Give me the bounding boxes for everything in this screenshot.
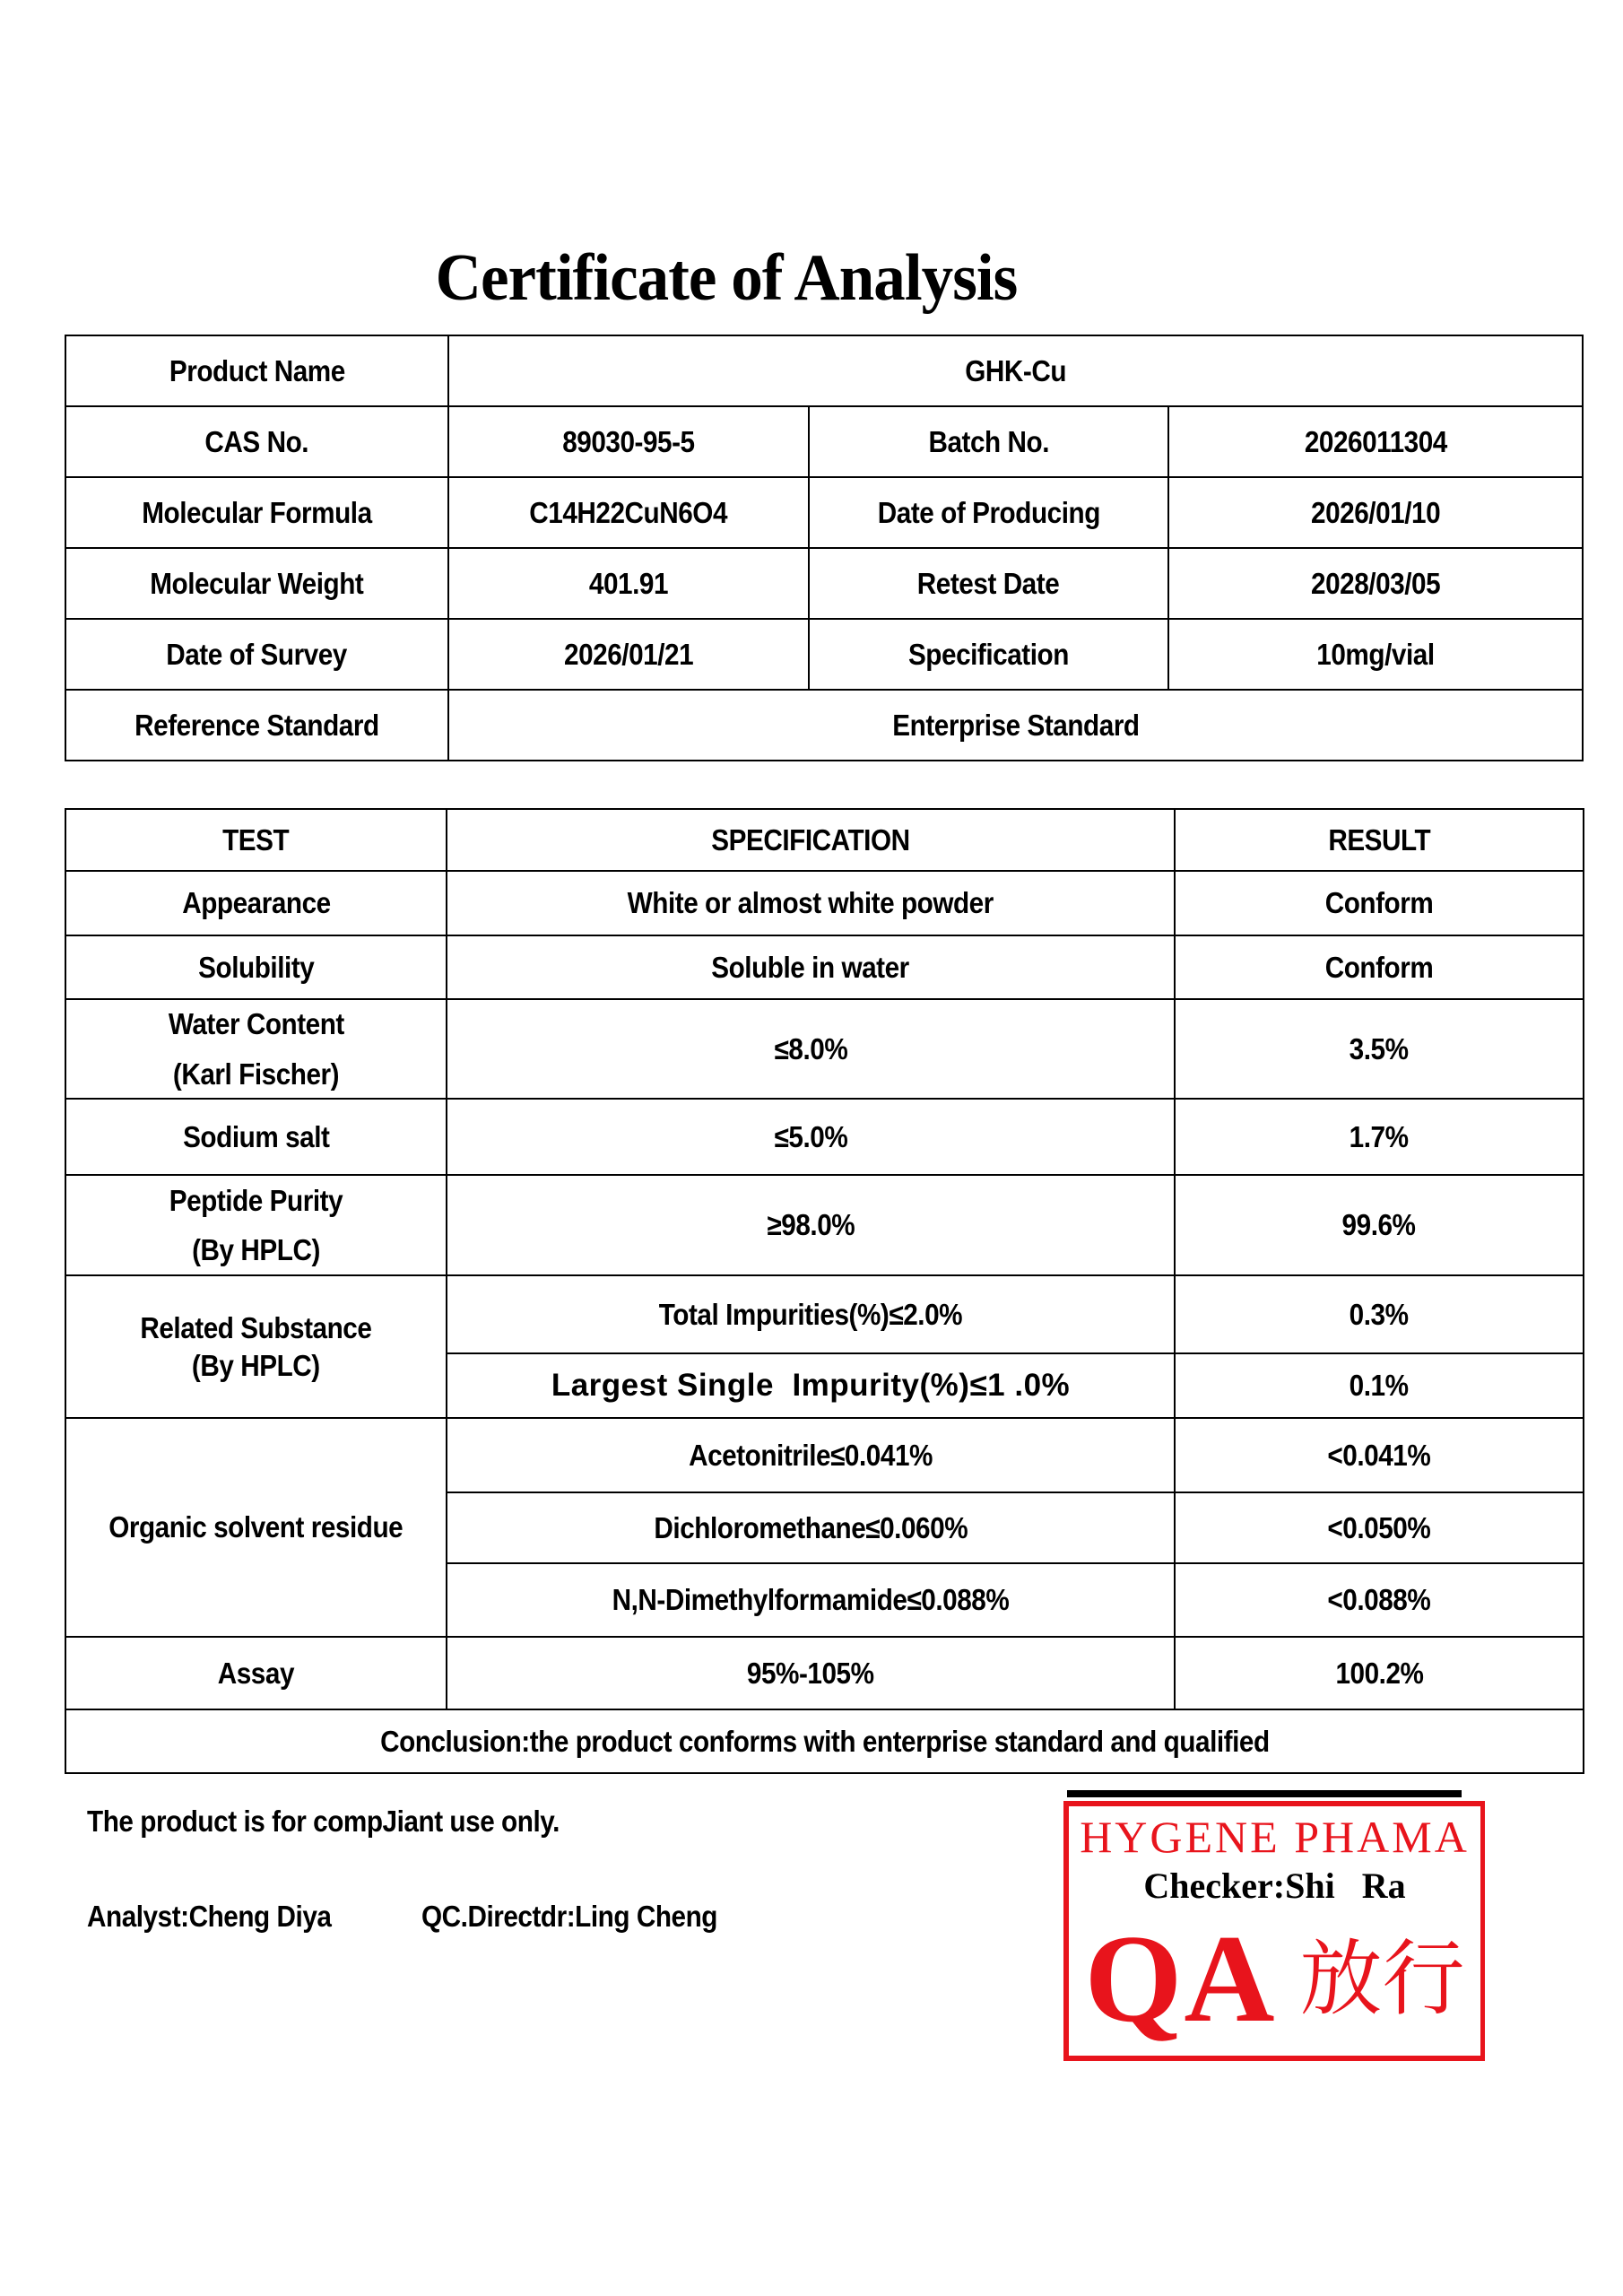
- stamp-company-name: HYGENE PHAMA: [1080, 1812, 1470, 1862]
- header-row: [65, 809, 1584, 871]
- checker-signature: Checker:Shi Ra: [1143, 1866, 1406, 1906]
- specification-value: 10mg/vial: [1168, 619, 1583, 690]
- test-name: Appearance: [65, 871, 447, 935]
- batch-value: 2026011304: [1168, 406, 1583, 477]
- reference-standard-row: [65, 690, 1583, 761]
- test-result: 3.5%: [1175, 999, 1584, 1099]
- signature-line: [1067, 1790, 1462, 1797]
- batch-label: Batch No.: [809, 406, 1168, 477]
- test-row-sodium-salt: [65, 1099, 1584, 1175]
- test-specification: Acetonitrile≤0.041%: [447, 1418, 1175, 1492]
- reference-standard-label: Reference Standard: [65, 690, 448, 761]
- reference-standard-value: Enterprise Standard: [448, 690, 1583, 761]
- weight-value: 401.91: [448, 548, 809, 619]
- survey-date-value: 2026/01/21: [448, 619, 809, 690]
- analyst-signature: Analyst:Cheng Diya: [87, 1900, 332, 1933]
- product-info-table: [65, 335, 1584, 761]
- product-name-label: Product Name: [65, 335, 448, 406]
- formula-value: C14H22CuN6O4: [448, 477, 809, 548]
- product-name-value: GHK-Cu: [448, 335, 1583, 406]
- test-result: 1.7%: [1175, 1099, 1584, 1175]
- conclusion-row: [65, 1709, 1584, 1773]
- info-row: [65, 619, 1583, 690]
- test-name: Water Content (Karl Fischer): [65, 999, 447, 1099]
- test-name: Related Substance (By HPLC): [65, 1275, 447, 1418]
- test-specification: Total Impurities(%)≤2.0%: [447, 1275, 1175, 1353]
- test-result: 100.2%: [1175, 1637, 1584, 1709]
- test-name: Assay: [65, 1637, 447, 1709]
- test-result: 99.6%: [1175, 1175, 1584, 1275]
- test-row-assay: [65, 1637, 1584, 1709]
- test-specification: ≤8.0%: [447, 999, 1175, 1099]
- usage-notice: The product is for compJiant use only.: [87, 1805, 560, 1838]
- test-specification: White or almost white powder: [447, 871, 1175, 935]
- test-specification: Largest Single Impurity(%)≤1 .0%: [447, 1353, 1175, 1418]
- info-row: [65, 548, 1583, 619]
- test-result: 0.1%: [1175, 1353, 1584, 1418]
- test-name: Organic solvent residue: [65, 1418, 447, 1637]
- stamp-release-chars: 放行: [1299, 1931, 1465, 2027]
- test-specification: ≥98.0%: [447, 1175, 1175, 1275]
- test-result: 0.3%: [1175, 1275, 1584, 1353]
- test-result: <0.088%: [1175, 1563, 1584, 1637]
- test-row-related-substance: [65, 1275, 1584, 1353]
- test-result: Conform: [1175, 871, 1584, 935]
- test-name: Solubility: [65, 935, 447, 999]
- production-date-value: 2026/01/10: [1168, 477, 1583, 548]
- test-specification: ≤5.0%: [447, 1099, 1175, 1175]
- header-result: RESULT: [1175, 809, 1584, 871]
- info-row: [65, 477, 1583, 548]
- test-row-water-content: [65, 999, 1584, 1099]
- test-row-solubility: [65, 935, 1584, 999]
- cas-label: CAS No.: [65, 406, 448, 477]
- weight-label: Molecular Weight: [65, 548, 448, 619]
- test-specification: N,N-Dimethylformamide≤0.088%: [447, 1563, 1175, 1637]
- test-row-appearance: [65, 871, 1584, 935]
- test-row-organic-solvent: [65, 1418, 1584, 1492]
- product-name-row: [65, 335, 1583, 406]
- test-result: Conform: [1175, 935, 1584, 999]
- test-specification: Dichloromethane≤0.060%: [447, 1492, 1175, 1563]
- test-results-table: [65, 808, 1584, 1774]
- document-title: Certificate of Analysis: [435, 241, 1018, 315]
- info-row: [65, 406, 1583, 477]
- header-test: TEST: [65, 809, 447, 871]
- conclusion-text: Conclusion:the product conforms with enterprise standard and qualified: [65, 1709, 1584, 1773]
- retest-date-label: Retest Date: [809, 548, 1168, 619]
- retest-date-value: 2028/03/05: [1168, 548, 1583, 619]
- test-result: <0.041%: [1175, 1418, 1584, 1492]
- header-specification: SPECIFICATION: [447, 809, 1175, 871]
- qa-release-stamp: [1063, 1801, 1485, 2061]
- survey-date-label: Date of Survey: [65, 619, 448, 690]
- test-name: Peptide Purity (By HPLC): [65, 1175, 447, 1275]
- test-specification: 95%-105%: [447, 1637, 1175, 1709]
- cas-value: 89030-95-5: [448, 406, 809, 477]
- test-result: <0.050%: [1175, 1492, 1584, 1563]
- production-date-label: Date of Producing: [809, 477, 1168, 548]
- stamp-qa-mark: QA: [1084, 1909, 1277, 2048]
- test-row-peptide-purity: [65, 1175, 1584, 1275]
- stamp-mark-row: [1069, 1909, 1480, 2048]
- formula-label: Molecular Formula: [65, 477, 448, 548]
- specification-label: Specification: [809, 619, 1168, 690]
- qc-director-signature: QC.Directdr:Ling Cheng: [421, 1900, 718, 1933]
- test-name: Sodium salt: [65, 1099, 447, 1175]
- test-specification: Soluble in water: [447, 935, 1175, 999]
